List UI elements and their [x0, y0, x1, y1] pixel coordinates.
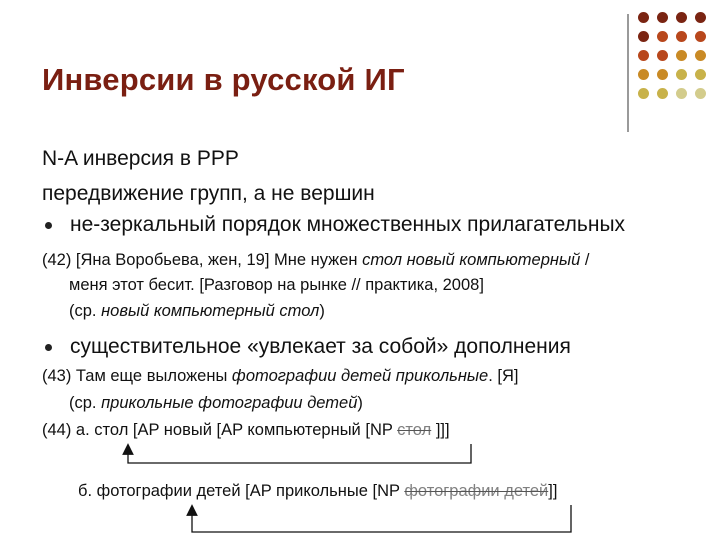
example-text: / [580, 251, 590, 269]
text-line: передвижение групп, а не вершин [42, 182, 375, 205]
example-text: ]]] [431, 421, 450, 439]
example-44a [42, 421, 450, 440]
bullet-icon [45, 344, 52, 351]
movement-arrow-a [128, 444, 471, 463]
decorative-dot-grid [638, 12, 718, 112]
bullet-item: существительное «увлекает за собой» дополнения [70, 335, 571, 358]
decorative-dot [676, 88, 687, 99]
example-text: ) [357, 394, 363, 412]
bullet-item: не-зеркальный порядок множественных прилагательных [70, 213, 626, 236]
example-text: (42) [Яна Воробьева, жен, 19] Мне нужен [42, 251, 363, 269]
example-italic: прикольные фотографии детей [101, 394, 358, 412]
slide-title: Инверсии в русской ИГ [42, 62, 405, 97]
decorative-dot [638, 88, 649, 99]
decorative-dot [657, 12, 668, 23]
decorative-dot [695, 69, 706, 80]
example-text: (44) а. стол [AP новый [AP компьютерный [NP [42, 421, 398, 439]
decorative-dot [695, 50, 706, 61]
example-italic: фотографии детей прикольные [231, 367, 489, 385]
decorative-dot [676, 50, 687, 61]
decorative-dot [638, 50, 649, 61]
example-text: б. фотографии детей [AP прикольные [NP [78, 482, 405, 500]
example-italic: новый компьютерный стол [101, 302, 320, 320]
example-text: (43) Там еще выложены [42, 367, 232, 385]
example-44b [78, 482, 557, 501]
subtitle: N-A инверсия в РРР [42, 147, 239, 170]
example-43 [42, 367, 518, 386]
example-text: ]] [548, 482, 558, 500]
example-42-cf [69, 302, 325, 321]
decorative-dot [657, 69, 668, 80]
example-43-cf [69, 394, 363, 413]
bullet-icon [45, 222, 52, 229]
example-text: (ср. [69, 394, 102, 412]
vertical-divider [627, 14, 629, 132]
example-42-line2: меня этот бесит. [Разговор на рынке // практика, 2008] [69, 276, 484, 294]
decorative-dot [695, 88, 706, 99]
decorative-dot [657, 50, 668, 61]
decorative-dot [676, 12, 687, 23]
decorative-dot [657, 31, 668, 42]
struck-word: стол [397, 421, 432, 439]
decorative-dot [676, 69, 687, 80]
decorative-dot [695, 31, 706, 42]
struck-word: фотографии детей [404, 482, 549, 500]
decorative-dot [638, 69, 649, 80]
decorative-dot [695, 12, 706, 23]
example-text: (ср. [69, 302, 102, 320]
decorative-dot [638, 31, 649, 42]
example-italic: стол новый компьютерный [362, 251, 581, 269]
decorative-dot [638, 12, 649, 23]
example-text: . [Я] [488, 367, 519, 385]
example-text: ) [319, 302, 325, 320]
example-42 [42, 251, 589, 270]
decorative-dot [676, 31, 687, 42]
decorative-dot [657, 88, 668, 99]
movement-arrow-b [192, 505, 571, 532]
